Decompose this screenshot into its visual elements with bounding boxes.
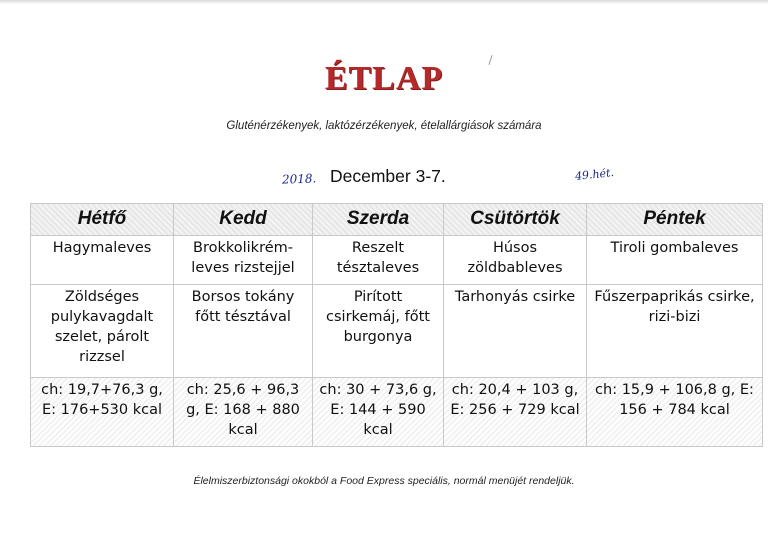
day-header-tuesday: Kedd: [174, 204, 313, 236]
main-course-row: [31, 285, 763, 378]
menu-table: [30, 203, 763, 447]
soup-monday: Hagymaleves: [31, 236, 174, 285]
nutrition-tuesday: ch: 25,6 + 96,3 g, E: 168 + 880 kcal: [174, 378, 313, 447]
handwritten-year: 2018.: [281, 171, 317, 187]
nutrition-monday: ch: 19,7+76,3 g, E: 176+530 kcal: [31, 378, 174, 447]
day-header-friday: Péntek: [587, 204, 763, 236]
main-wednesday: Pirított csirkemáj, főtt burgonya: [313, 285, 444, 378]
day-header-row: [31, 204, 763, 236]
footer-note: Élelmiszerbiztonsági okokból a Food Express speciális, normál menüjét rendeljük.: [193, 475, 575, 487]
day-header-monday: Hétfő: [31, 204, 174, 236]
day-header-wednesday: Szerda: [313, 204, 444, 236]
main-monday: Zöldséges pulykavagdalt szelet, párolt rizzsel: [31, 285, 174, 378]
soup-friday: Tiroli gombaleves: [587, 236, 763, 285]
page-subtitle: Gluténérzékenyek, laktózérzékenyek, ételallárgiások számára: [226, 120, 542, 132]
soup-thursday: Húsos zöldbableves: [444, 236, 587, 285]
nutrition-row: [31, 378, 763, 447]
main-friday: Fűszerpaprikás csirke, rizi-bizi: [587, 285, 763, 378]
date-range: December 3-7.: [330, 166, 446, 186]
main-thursday: Tarhonyás csirke: [444, 285, 587, 378]
handwritten-week-note: 49.hét.: [574, 165, 615, 184]
page-title: ÉTLAP: [324, 60, 444, 97]
scan-top-edge: [0, 0, 768, 4]
day-header-thursday: Csütörtök: [444, 204, 587, 236]
soup-wednesday: Reszelt tésztaleves: [313, 236, 444, 285]
main-tuesday: Borsos tokány főtt tésztával: [174, 285, 313, 378]
soup-row: [31, 236, 763, 285]
nutrition-friday: ch: 15,9 + 106,8 g, E: 156 + 784 kcal: [587, 378, 763, 447]
nutrition-wednesday: ch: 30 + 73,6 g, E: 144 + 590 kcal: [313, 378, 444, 447]
soup-tuesday: Brokkolikrém-leves rizstejjel: [174, 236, 313, 285]
nutrition-thursday: ch: 20,4 + 103 g, E: 256 + 729 kcal: [444, 378, 587, 447]
